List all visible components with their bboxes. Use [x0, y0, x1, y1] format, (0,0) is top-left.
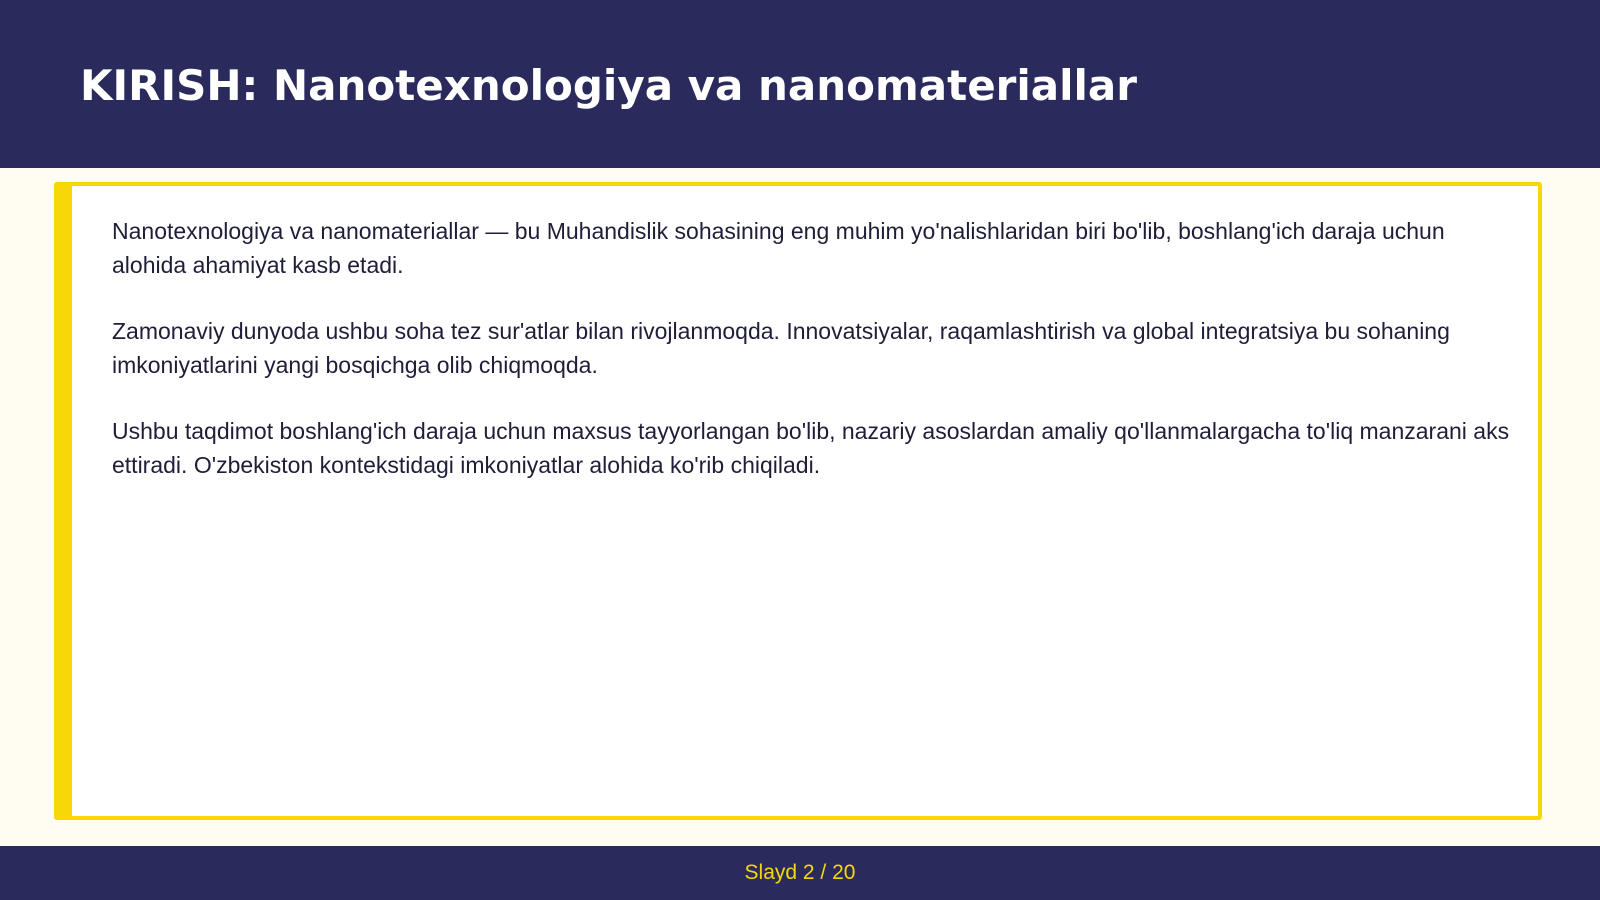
slide-number: Slayd 2 / 20 — [744, 861, 856, 884]
slide-footer — [0, 846, 1600, 900]
slide-header — [0, 0, 1600, 168]
content-box — [54, 182, 1542, 820]
intro-paragraph: Nanotexnologiya va nanomateriallar — bu Muhandislik sohasining eng muhim yo'nalishlaridan biri bo'lib, boshlang'ich daraja uchun alohida ahamiyat kasb etadi. — [112, 218, 1445, 278]
slide-body — [112, 214, 1512, 514]
presentation-paragraph: Ushbu taqdimot boshlang'ich daraja uchun maxsus tayyorlangan bo'lib, nazariy asoslardan amaliy qo'llanmalargacha to'liq manzarani aks ettiradi. O'zbekiston kontekstidagi imkoniyatlar alohida ko'rib chiqiladi. — [112, 418, 1510, 478]
development-paragraph: Zamonaviy dunyoda ushbu soha tez sur'atlar bilan rivojlanmoqda. Innovatsiyalar, raqamlashtirish va global integratsiya bu sohaning imkoniyatlarini yangi bosqichga olib chiqmoqda. — [112, 318, 1450, 378]
slide-title: KIRISH: Nanotexnologiya va nanomateriallar — [80, 61, 1137, 110]
